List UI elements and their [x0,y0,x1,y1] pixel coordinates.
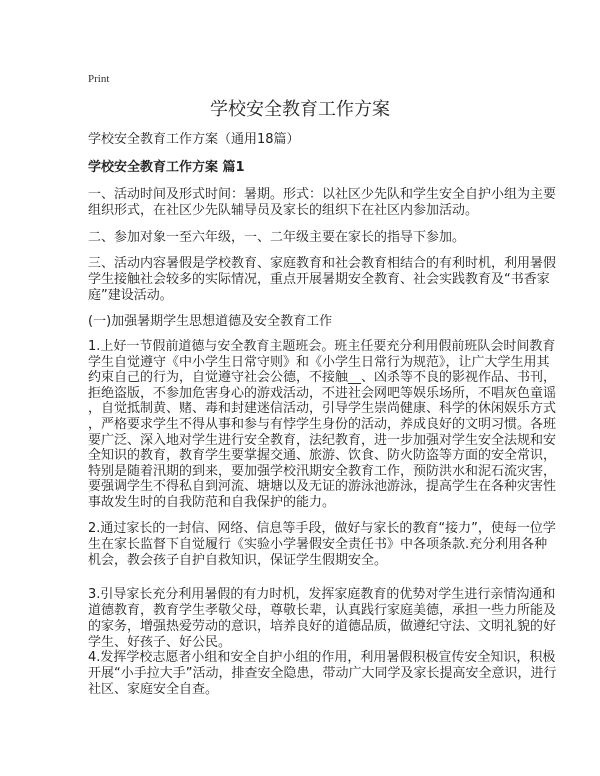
text-line: 的家务，增强热爱劳动的意识，培养良好的道德品质，做遵纪守法、文明礼貌的好 [88,619,557,634]
text-line: 机会，教会孩子自护自救知识，保证学生假期安全。 [88,553,388,568]
text-line: ，严格要求学生不得从事和参与有悖学生身份的活动，养成良好的文明习惯。各班 [88,416,557,432]
text-line: 学生、好孩子、好公民。 [88,635,232,650]
text-line: 开展“小手拉大手”活动，排查安全隐患，带动广大同学及家长提高安全意识，进行 [88,666,557,681]
text-line: 生在家长监督下自觉履行《实验小学暑假安全责任书》中各项条款.充分利用各种 [88,537,548,552]
text-line: ，自觉抵制黄、赌、毒和封建迷信活动，引导学生崇尚健康、科学的休闲娱乐方式 [88,401,557,417]
text-line: 3.引导家长充分利用暑假的有力时机，发挥家庭教育的优势对学生进行亲情沟通和 [88,587,556,602]
paragraph [88,187,557,219]
text-line: 组织形式，在社区少先队辅导员及家长的组织下在社区内参加活动。 [88,203,479,218]
text-line: 特别是随着汛期的到来，要加强学校汛期安全教育工作，预防洪水和泥石流灾害， [88,463,557,479]
text-line: 学生接触社会较多的实际情况，重点开展暑期安全教育、社会实践教育及“书香家 [88,272,550,287]
paragraph [88,587,557,651]
print-link[interactable]: Print [88,73,110,85]
section-heading: 学校安全教育工作方案 篇1 [88,160,245,175]
text-line: 道德教育，教育学生孝敬父母，尊敬长辈，认真践行家庭美德，承担一些力所能及 [88,603,557,618]
text-line: 一、活动时间及形式时间：暑期。形式：以社区少先队和学生安全自护小组为主要 [88,187,557,202]
paragraph [88,650,557,698]
document-subtitle: 学校安全教育工作方案（通用18篇） [88,132,300,147]
paragraph [88,521,556,569]
paragraph [88,230,528,246]
paragraph [88,339,557,511]
text-line: 要广泛、深入地对学生进行安全教育，法纪教育，进一步加强对学生安全法规和安 [88,432,557,448]
text-line: 事故发生时的自我防范和自我保护的能力。 [88,494,336,510]
text-line: 约束自己的行为，自觉遵守社会公德，不接触__、凶杀等不良的影视作品、书刊， [88,370,557,386]
text-line: 全知识的教育，教育学生要掌握交通、旅游、饮食、防火防盗等方面的安全常识， [88,448,557,464]
text-line: 二、参加对象一至六年级，一、二年级主要在家长的指导下参加。 [88,230,466,245]
text-line: 拒绝盗版，不参加危害身心的游戏活动，不进社会网吧等娱乐场所，不唱灰色童谣 [88,385,557,401]
text-line: (一)加强暑期学生思想道德及安全教育工作 [88,314,333,329]
text-line: 要强调学生不得私自到河流、塘塘以及无证的游泳池游泳，提高学生在各种灾害性 [88,479,557,495]
text-line: 学生自觉遵守《中小学生日常守则》和《小学生日常行为规范》，让广大学生用其 [88,354,550,370]
text-line: 三、活动内容暑假是学校教育、家庭教育和社会教育相结合的有利时机，利用暑假 [88,256,557,271]
text-line: 社区、家庭安全自查。 [88,682,219,697]
subsection-heading [88,314,528,330]
text-line: 庭”建设活动。 [88,288,173,303]
text-line: 4.发挥学校志愿者小组和安全自护小组的作用，利用暑假积极宣传安全知识，积极 [88,650,556,665]
paragraph [88,256,557,304]
text-line: 1.上好一节假前道德与安全教育主题班会。班主任要充分利用假前班队会时间教育 [88,339,556,354]
document-title: 学校安全教育工作方案 [210,99,390,120]
text-line: 2.通过家长的一封信、网络、信息等手段，做好与家长的教育“接力”，使每一位学 [88,521,556,536]
